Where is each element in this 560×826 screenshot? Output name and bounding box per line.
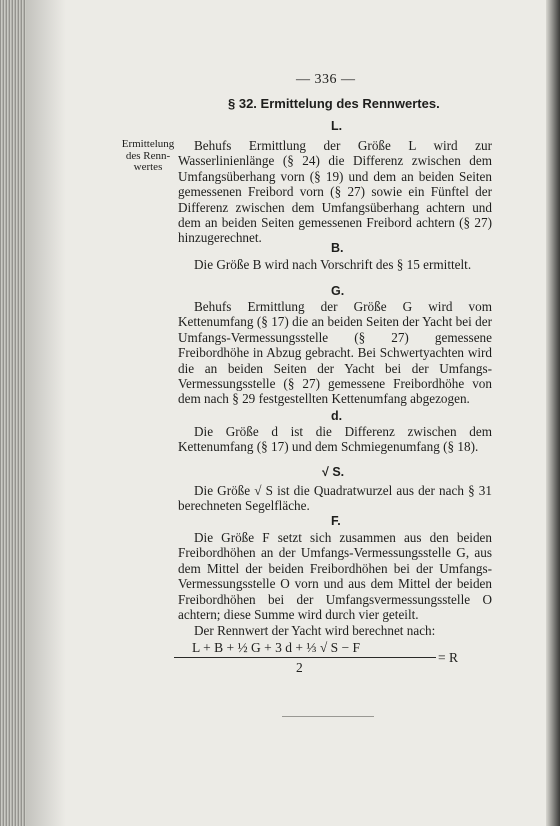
page-edge xyxy=(546,0,560,826)
section-heading: § 32. Ermittelung des Rennwertes. xyxy=(228,96,440,111)
closing-rule xyxy=(282,716,374,717)
fraction-bar xyxy=(174,657,436,658)
paragraph-sqrt-S: Die Größe √ S ist die Quadratwurzel aus der nach § 31 berechneten Segelfläche. xyxy=(178,483,492,514)
paragraph-F: Die Größe F setzt sich zusammen aus den beiden Freibordhöhen an der Umfangs-Vermessungsstelle G, aus dem Mittel der beiden Freibordhöhen bei der Umfangs-Vermessungsstelle O vorn und aus dem Mittel der beiden Freibordhöhen bei der Umfangsvermessungsstelle O achtern; diese Summe wird durch vier geteilt. xyxy=(178,530,492,623)
label-d: d. xyxy=(331,409,343,423)
formula-denominator: 2 xyxy=(296,660,303,675)
formula-numerator: L + B + ½ G + 3 d + ⅓ √ S − F xyxy=(192,640,360,655)
margin-note: Ermittelung des Renn- wertes xyxy=(121,138,175,173)
book-spine xyxy=(0,0,26,826)
label-sqrt-S: √ S. xyxy=(322,465,345,479)
formula-result: = R xyxy=(438,650,458,665)
page-number: — 336 — xyxy=(296,72,356,87)
paragraph-L: Behufs Ermittlung der Größe L wird zur Wasserlinienlänge (§ 24) die Differenz zwischen dem Umfangsüberhang vorn (§ 19) und dem an beiden Seiten gemessenen Freibord vorn (§ 27) sowie ein Fünftel der Differenz zwischen dem Umfangsüberhang achtern und dem an beiden Seiten gemessenen Freibord achtern (§ 27) hinzugerechnet. xyxy=(178,138,492,246)
closing-line: Der Rennwert der Yacht wird berechnet nach: xyxy=(194,623,436,638)
gutter-shadow xyxy=(26,0,66,826)
label-L: L. xyxy=(331,119,343,133)
paragraph-B: Die Größe B wird nach Vorschrift des § 15 ermittelt. xyxy=(194,257,472,272)
label-F: F. xyxy=(331,514,341,528)
label-G: G. xyxy=(331,284,345,298)
label-B: B. xyxy=(331,241,344,255)
paragraph-d: Die Größe d ist die Differenz zwischen dem Kettenumfang (§ 17) und dem Schmiegenumfang (§ 18). xyxy=(178,424,492,455)
paragraph-G: Behufs Ermittlung der Größe G wird vom Kettenumfang (§ 17) die an beiden Seiten der Yacht bei der Umfangs-Vermessungsstelle (§ 27) gemessene Freibordhöhe in Abzug gebracht. Bei Schwertyachten wird die an beiden Seiten der Yacht bei der Umfangs-Vermessungsstelle (§ 27) gemessene Freibordhöhe von dem nach § 29 festgestellten Kettenumfang abgezogen. xyxy=(178,299,492,407)
